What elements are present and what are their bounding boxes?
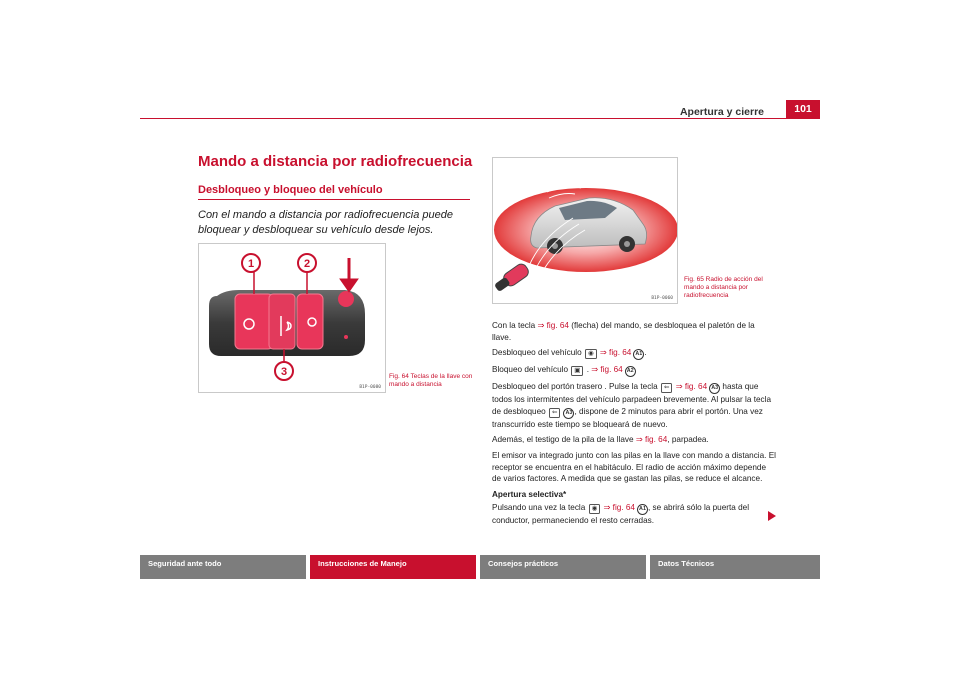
figure-remote-range — [492, 157, 678, 304]
running-header: Apertura y cierre — [679, 106, 764, 118]
body-text — [492, 320, 776, 531]
remote-range-illustration — [493, 158, 678, 304]
fig-reference-link[interactable]: ⇒ fig. 64 — [537, 321, 569, 330]
callout-ref: A1 — [637, 504, 648, 515]
callout-3: 3 — [280, 366, 288, 378]
fig-reference-link[interactable]: ⇒ fig. 64 — [675, 382, 708, 392]
trunk-key-icon: ⇐ — [661, 383, 672, 393]
callout-ref: A1 — [633, 349, 644, 360]
key-release-button — [338, 291, 354, 307]
figure-65-caption: Fig. 65 Radio de acción del mando a distancia por radiofrecuencia — [684, 276, 763, 299]
next-page-arrow-icon[interactable] — [768, 511, 776, 521]
paragraph-lock: Bloqueo del vehículo ▣ . ⇒ fig. 64 A2 — [492, 364, 776, 377]
paragraph-trunk: Desbloqueo del portón trasero . Pulse la tecla ⇐ ⇒ fig. 64 A3 hasta que todos los intermitentes del vehículo parpadeen brevemente. Al pulsar la tecla de desbloqueo ⇐ A3 , dispone de 2 minutos para abrir el portón. Una vez transcurrido este tiempo se bloqueará de nuevo. — [492, 382, 771, 429]
section-title: Mando a distancia por radiofrecuencia — [198, 153, 473, 170]
figure-64-caption: Fig. 64 Teclas de la llave con mando a distancia — [389, 373, 473, 388]
fig-reference-link[interactable]: ⇒ fig. 64 — [603, 503, 635, 513]
page-number: 101 — [786, 100, 820, 118]
callout-1: 1 — [247, 258, 255, 270]
key-fob-icon — [494, 262, 531, 292]
callout-ref: A3 — [709, 383, 720, 394]
fig-reference-link[interactable]: ⇒ fig. 64 — [591, 365, 623, 375]
unlock-key-icon: ◉ — [585, 349, 597, 359]
callout-ref: A3 — [563, 408, 574, 419]
figure-code: B1P-0060 — [651, 296, 673, 301]
intro-text: Con el mando a distancia por radiofrecuencia puede bloquear y desbloquear su vehículo desde lejos. — [198, 209, 453, 236]
paragraph-unlock: Desbloqueo del vehículo ◉ ⇒ fig. 64 A1 . — [492, 347, 776, 360]
trunk-button — [269, 294, 295, 349]
footer-nav — [140, 555, 820, 579]
fig-reference-link[interactable]: ⇒ fig. 64 — [599, 348, 632, 358]
tab-instrucciones[interactable]: Instrucciones de Manejo — [310, 555, 476, 579]
lock-button — [297, 294, 323, 349]
unlock-key-icon: ◉ — [589, 504, 601, 514]
lock-key-icon: ▣ — [571, 366, 583, 376]
subsection-title: Desbloqueo y bloqueo del vehículo — [198, 184, 383, 196]
fig-reference-link[interactable]: ⇒ fig. 64 — [635, 435, 668, 445]
callout-2: 2 — [303, 258, 311, 270]
paragraph-selective: Pulsando una vez la tecla ◉ ⇒ fig. 64 A1 , se abrirá sólo la puerta del conductor, permaneciendo el resto cerradas. — [492, 503, 750, 526]
figure-key-remote — [198, 243, 386, 393]
callout-3-icon — [275, 362, 293, 380]
paragraph-battery: Además, el testigo de la pila de la llave ⇒ fig. 64, parpadea. — [492, 435, 709, 445]
tab-datos-tecnicos[interactable]: Datos Técnicos — [650, 555, 820, 579]
key-remote-illustration — [199, 244, 386, 393]
paragraph-transmitter: El emisor va integrado junto con las pilas en la llave con mando a distancia. El receptor se encuentra en el habitáculo. El radio de acción máximo depende de varios factores. A medida que se gastan las pilas, se reduce el alcance. — [492, 450, 776, 484]
figure-code: B1P-0080 — [359, 385, 381, 390]
subsection-divider — [198, 199, 470, 200]
trunk-key-icon: ⇐ — [549, 408, 560, 418]
header-divider — [140, 118, 820, 119]
callout-1-icon — [242, 254, 260, 272]
callout-ref: A2 — [625, 366, 636, 377]
tab-seguridad[interactable]: Seguridad ante todo — [140, 555, 306, 579]
paragraph-key-release: Con la tecla ⇒ fig. 64 (flecha) del mando, se desbloquea el paletón de la llave. — [492, 321, 755, 342]
callout-2-icon — [298, 254, 316, 272]
tab-consejos[interactable]: Consejos prácticos — [480, 555, 646, 579]
paragraph-selective-title: Apertura selectiva* — [492, 489, 567, 499]
